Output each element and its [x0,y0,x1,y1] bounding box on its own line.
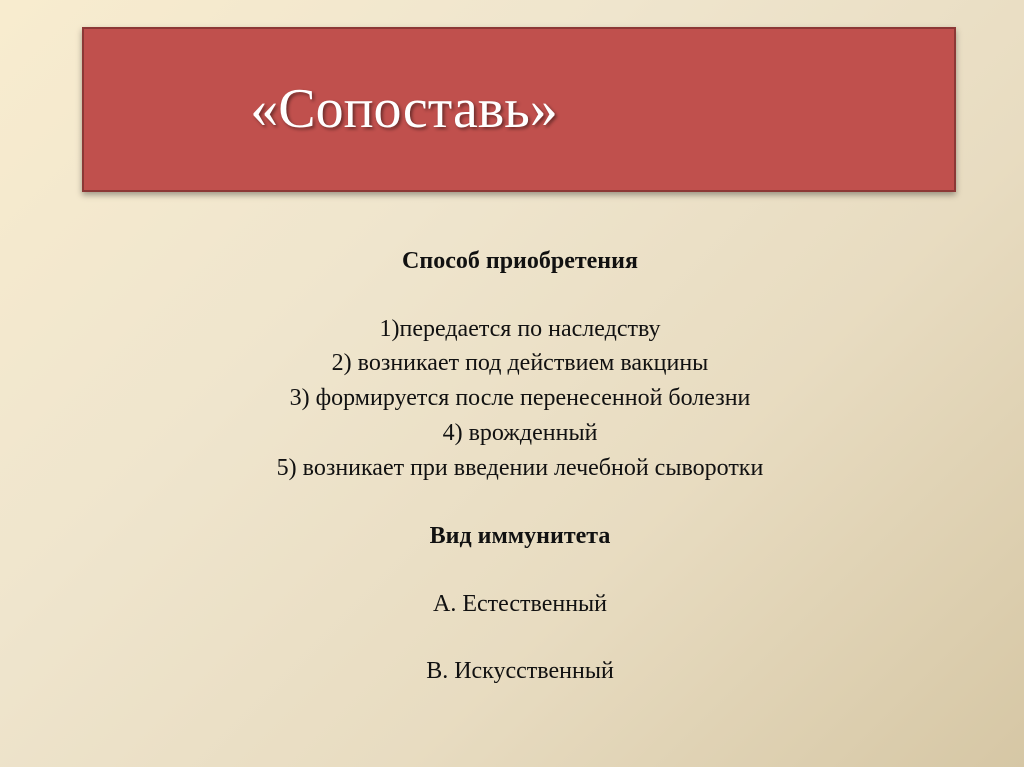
option-item: В. Искусственный [426,658,614,684]
slide-title: «Сопоставь» [250,78,558,140]
list-item: 2) возникает под действием вакцины [331,350,709,376]
option-item: А. Естественный [432,591,608,617]
section-heading-immunity-type: Вид иммунитета [429,523,611,549]
list-item: 4) врожденный [442,420,598,446]
list-item: 5) возникает при введении лечебной сыворотки [276,455,764,481]
section-heading-acquisition: Способ приобретения [402,248,638,274]
list-item: 1)передается по наследству [379,316,661,342]
list-item: 3) формируется после перенесенной болезни [289,385,751,411]
